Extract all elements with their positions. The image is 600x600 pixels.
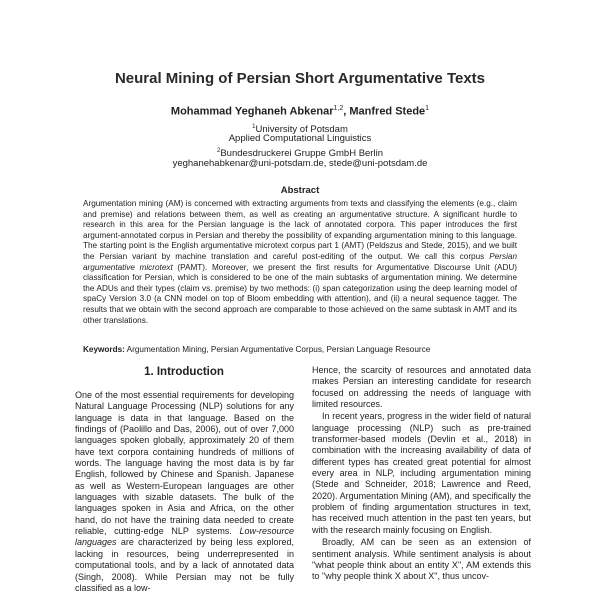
author-list: [0, 105, 600, 118]
affiliation-text: Bundesdruckerei Gruppe GmbH Berlin: [220, 148, 383, 160]
abstract-text: (PAMT). Moreover, we present the first results for Argumentative Discourse Unit (ADU) classification for Persian, which is considered to be one of the main subtasks of argumentation mining. We determine the ADUs and their types (claim vs. premise) by two methods: (i) span categorization using the deep learning model of spaCy Version 3.0 (a CNN model on top of Bloom embedding with attention), and (ii) a neural sequence tagger. The results that we obtain with the second approach are comparable to those achieved on the same subtask in AMT and its other translations.: [83, 262, 517, 325]
paper-title: Neural Mining of Persian Short Argumentative Texts: [114, 70, 486, 87]
affiliation-marker: 2: [217, 148, 221, 154]
keywords-line: [83, 345, 517, 356]
right-column: [312, 365, 531, 583]
body-paragraph: In recent years, progress in the wider field of natural language processing (NLP) such as pre-trained transformer-based models (Devlin et al., 2018) in combination with the increasing availability of data of different types has created great potential for almost every area in NLP, including argumentation mining (Stede and Schneider, 2018; Lawrence and Reed, 2020). Argumentation Mining (AM), and specifically the problem of finding argumentation structures in text, has received much attention in the past ten years, but with the research mainly focusing on English.: [312, 411, 531, 535]
body-paragraph: [75, 390, 294, 594]
abstract-emphasis: Persian argumentative microtext: [83, 251, 517, 272]
keywords-text: Argumentation Mining, Persian Argumentative Corpus, Persian Language Resource: [124, 345, 431, 354]
body-paragraph: Broadly, AM can be seen as an extension of sentiment analysis. While sentiment analysis is about "what people think about an entity X", AM extends this to "why people think X about X", thus uncov-: [312, 537, 531, 582]
paragraph-emphasis: Low-resource languages: [75, 526, 294, 548]
author-affiliation-marker: 1: [425, 105, 430, 112]
abstract-body: [83, 199, 517, 326]
author-name: Manfred Stede: [349, 105, 426, 118]
affiliation-text: University of Potsdam: [255, 124, 348, 136]
author-separator: ,: [343, 105, 350, 118]
paragraph-text: One of the most essential requirements for developing Natural Language Processing (NLP) solutions for any language is data in that language. Based on the findings of (Paolillo and Das, 2006), out of over 7,000 languages spoken globally, approximately 20 of them have text corpora containing hundreds of millions of words. The language having the most data is by far English, followed by Chinese and Spanish. Japanese as well as Western-European languages are other languages with sizable datasets. The bulk of the languages spoken in Asia and Africa, on the other hand, do not have the training data needed to create reliable, cutting-edge NLP systems.: [75, 390, 294, 537]
affiliation-marker: 1: [252, 124, 256, 130]
abstract-heading: Abstract: [280, 185, 320, 196]
body-paragraph: Hence, the scarcity of resources and annotated data makes Persian an interesting candidate for research focused on addressing the needs of language with limited resources.: [312, 365, 531, 410]
paragraph-text: are characterized by being less explored, lacking in resources, being underrepresented in computational tools, and by a lack of annotated data (Singh, 2008). While Persian may not be fully classified as a low-: [75, 537, 294, 593]
affiliation-line: [0, 133, 600, 145]
affiliation-text: Applied Computational Linguistics: [228, 133, 372, 144]
author-affiliation-marker: 1,2: [333, 105, 344, 112]
keywords-label: Keywords:: [83, 345, 125, 354]
author-name: Mohammad Yeghaneh Abkenar: [170, 105, 334, 118]
author-emails: yeghanehabkenar@uni-potsdam.de, stede@uni-potsdam.de: [172, 158, 428, 169]
left-column: [75, 390, 294, 594]
section-heading: 1. Introduction: [144, 366, 224, 378]
abstract-text: Argumentation mining (AM) is concerned with extracting arguments from texts and classifying the elements (e.g., claim and premise) and relations between them, as well as creating an argumentative structure. A significant hurdle to research in this area for the Persian language is the lack of annotated corpora. This paper introduces the first argument-annotated corpus in Persian and thereby the possibility of expanding argumentation mining to this language. The starting point is the English argumentative microtext corpus part 1 (AMT) (Peldszus and Stede, 2015), and we built the Persian variant by machine translation and careful post-editing of the output. We call this corpus: [83, 199, 517, 261]
